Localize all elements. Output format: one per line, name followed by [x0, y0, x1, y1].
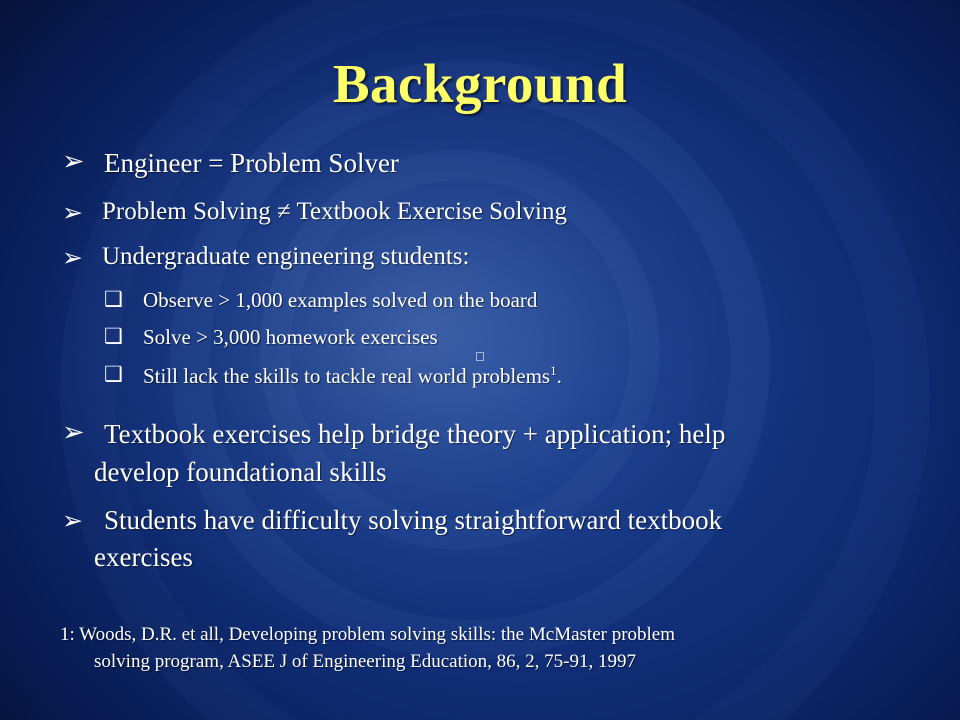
arrow-bullet-icon: ➢	[62, 245, 83, 272]
bullet-text-line2: develop foundational skills	[94, 457, 387, 487]
arrow-bullet-icon: ➢	[62, 200, 83, 227]
arrow-bullet-icon: ➢	[62, 508, 83, 535]
arrow-bullet-icon: ➢	[62, 417, 85, 447]
square-bullet-icon: ❑	[104, 324, 123, 348]
sub-bullet-text: Still lack the skills to tackle real world problems$^1$.	[143, 363, 562, 388]
arrow-bullet-icon: ➢	[62, 146, 85, 176]
bullet-text-line1: Textbook exercises help bridge theory + application; help	[104, 419, 726, 449]
bullet-text-line1: Students have difficulty solving straightforward textbook	[104, 505, 723, 535]
footnote-citation	[60, 621, 900, 675]
sub-bullet-text: Observe > 1,000 examples solved on the board	[143, 288, 538, 312]
sub-bullet-text: Solve > 3,000 homework exercises	[143, 325, 438, 349]
footnote-line2: solving program, ASEE J of Engineering Education, 86, 2, 75-91, 1997	[94, 651, 636, 672]
square-bullet-icon: ❑	[104, 287, 123, 311]
bullet-text-line2: exercises	[94, 542, 193, 572]
square-bullet-icon: ❑	[104, 362, 123, 386]
slide-title: Background	[332, 53, 628, 114]
bullet-text: Problem Solving ≠ Textbook Exercise Solving	[102, 198, 567, 225]
bullet-text: Undergraduate engineering students:	[102, 243, 470, 270]
bullet-text: Engineer = Problem Solver	[104, 148, 399, 178]
placeholder-mark	[476, 352, 484, 361]
footnote-line1: 1: Woods, D.R. et all, Developing problem solving skills: the McMaster problem	[60, 624, 676, 645]
